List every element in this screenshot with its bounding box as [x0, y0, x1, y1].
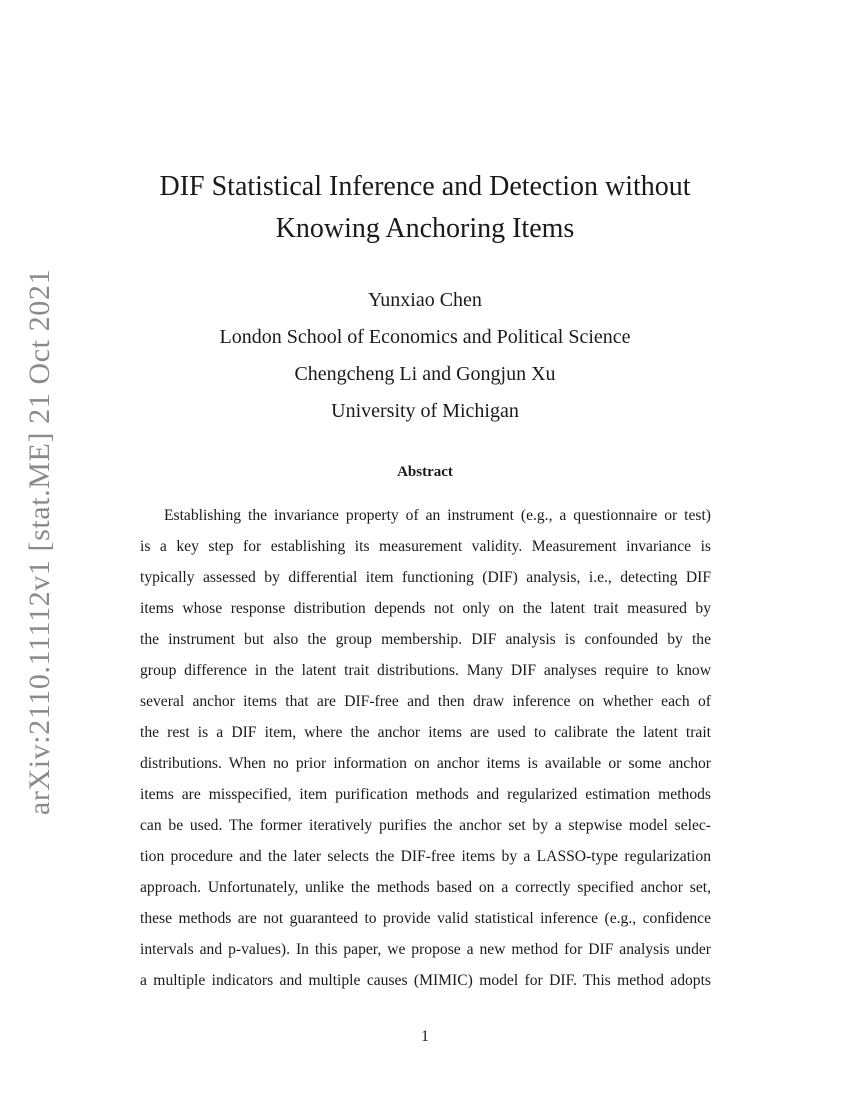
author-name-1: Yunxiao Chen [368, 289, 482, 311]
arxiv-identifier: arXiv:2110.11112v1 [stat.ME] 21 Oct 2021 [23, 268, 56, 816]
abstract-line: is a key step for establishing its measurement validity. Measurement invariance is [140, 538, 711, 555]
paper-title-line-2: Knowing Anchoring Items [275, 213, 575, 244]
abstract-line: these methods are not guaranteed to provide valid statistical inference (e.g., confidence [140, 910, 711, 927]
abstract-line: Establishing the invariance property of an instrument (e.g., a questionnaire or test) [164, 507, 711, 524]
author-name-2: Chengcheng Li and Gongjun Xu [294, 363, 556, 385]
abstract-line: approach. Unfortunately, unlike the methods based on a correctly specified anchor set, [140, 879, 711, 896]
abstract-line: the instrument but also the group membership. DIF analysis is confounded by the [140, 631, 711, 648]
page-number: 1 [421, 1028, 429, 1045]
abstract-line: tion procedure and the later selects the DIF-free items by a LASSO-type regularization [140, 848, 711, 865]
author-affiliation-2: University of Michigan [331, 400, 519, 422]
abstract-line: intervals and p-values). In this paper, we propose a new method for DIF analysis under [140, 941, 711, 958]
abstract-line: typically assessed by differential item functioning (DIF) analysis, i.e., detecting DIF [140, 569, 711, 586]
abstract-line: items whose response distribution depends not only on the latent trait measured by [140, 600, 711, 617]
abstract-line: group difference in the latent trait distributions. Many DIF analyses require to know [140, 662, 711, 679]
abstract-line: a multiple indicators and multiple causes (MIMIC) model for DIF. This method adopts [140, 972, 711, 989]
abstract-line: can be used. The former iteratively purifies the anchor set by a stepwise model selec- [140, 817, 711, 834]
paper-title [100, 166, 750, 250]
abstract-heading: Abstract [397, 464, 453, 480]
abstract-line: items are misspecified, item purification methods and regularized estimation methods [140, 786, 711, 803]
author-affiliation-1: London School of Economics and Political Science [219, 326, 631, 348]
abstract-line: distributions. When no prior information on anchor items is available or some anchor [140, 755, 711, 772]
arxiv-sidebar-stamp [19, 268, 61, 816]
abstract-body [140, 500, 711, 996]
author-block [100, 282, 750, 430]
paper-title-line-1: DIF Statistical Inference and Detection without [159, 171, 691, 202]
abstract-line: the rest is a DIF item, where the anchor items are used to calibrate the latent trait [140, 724, 711, 741]
abstract-line: several anchor items that are DIF-free and then draw inference on whether each of [140, 693, 711, 710]
